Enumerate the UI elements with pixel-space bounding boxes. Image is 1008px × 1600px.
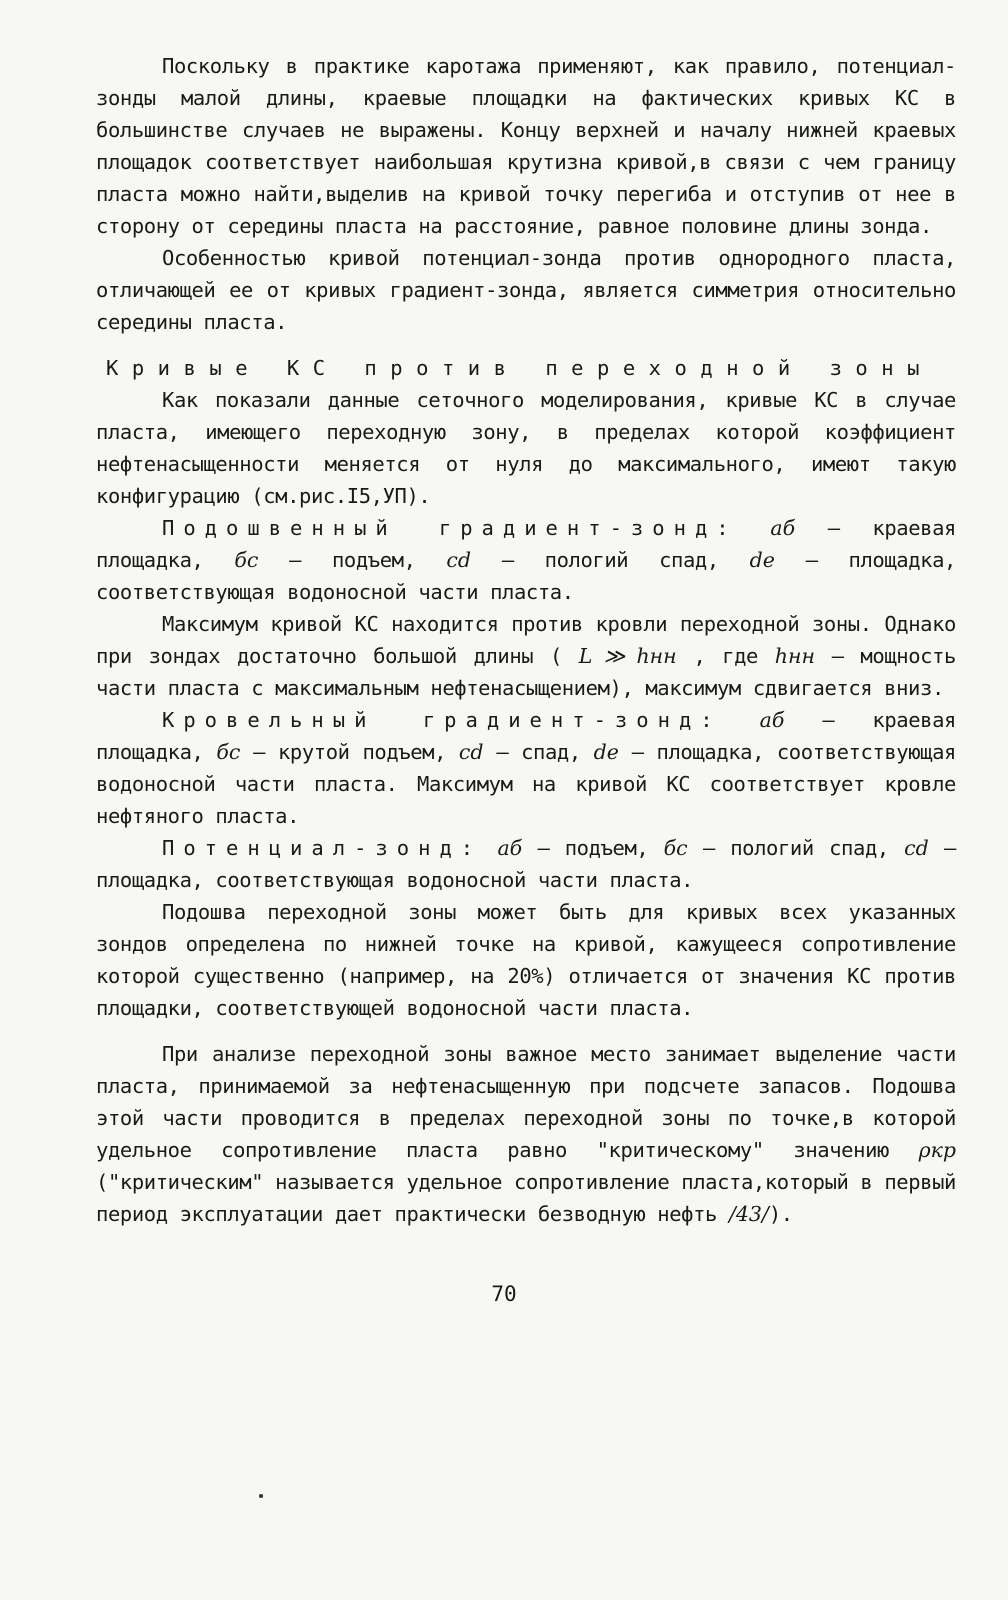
segment-text: – подъем, [258, 548, 447, 572]
paragraph-3: Как показали данные сеточного моделирования, кривые КС в случае пласта, имеющего переходную зону, в пределах которой коэффициент нефтенасыщенности меняется от нуля до максимального, имеют такую конфигурацию (см.рис.I5,УП). [96, 388, 956, 508]
term-bottom-gradient-probe: Подошвенный градиент-зонд: [162, 516, 738, 540]
segment-text: – площадка, соответствующая водоносной части пласта. [96, 836, 956, 892]
text: ("критическим" называется удельное сопротивление пласта,который в первый период эксплуатации дает практически безводную нефть [96, 1170, 956, 1226]
segment-label: de [593, 740, 619, 764]
text: , где [676, 644, 775, 668]
formula-probe-length: L ≫ hнн [578, 644, 677, 668]
section-heading: Кривые КС против переходной зоны [106, 356, 933, 380]
speck-mark [259, 1494, 263, 1498]
reference-mark: /43/ [728, 1202, 769, 1226]
segment-label: аб [770, 516, 796, 540]
segment-text: – площадка, соответствующая водоносной части пласта. [96, 548, 956, 604]
segment-text: – площадка, соответствующая водоносной части пласта. Максимум на кривой КС соответствует кровле нефтяного пласта. [96, 740, 956, 828]
page-number: 70 [491, 1282, 517, 1306]
segment-label: бс [663, 836, 688, 860]
segment-text: – пологий спад, [471, 548, 750, 572]
segment-label: аб [759, 708, 785, 732]
segment-label: cd [458, 740, 484, 764]
term-top-gradient-probe: Кровельный градиент-зонд: [162, 708, 722, 732]
formula-critical-resistivity: ρкр [918, 1138, 956, 1162]
text: ). [768, 1202, 793, 1226]
paragraph-8: Подошва переходной зоны может быть для кривых всех указанных зондов определена по нижней точке на кривой, кажущееся сопротивление которой существенно (например, на 20%) отличается от значения КС против площадки, соответствующей водоносной части пласта. [96, 900, 956, 1020]
text: – мощность части пласта с максимальным нефтенасыщением), максимум сдвигается вниз. [96, 644, 956, 700]
segment-text: – краевая площадка, [96, 708, 956, 764]
segment-text: – крутой подъем, [240, 740, 459, 764]
segment-label: аб [497, 836, 523, 860]
segment-label: cd [904, 836, 929, 860]
segment-text: – подъем, [522, 836, 664, 860]
segment-label: cd [446, 548, 471, 572]
paragraph-9 [96, 1038, 956, 1230]
segment-text: – пологий спад, [687, 836, 905, 860]
text: При анализе переходной зоны важное место занимает выделение части пласта, принимаемой за нефтенасыщенную при подсчете запасов. Подошва этой части проводится в пределах переходной зоны по точке,в которой удельное сопротивление пласта равно "критическому" значению [96, 1042, 956, 1162]
text: Максимум кривой КС находится против кровли переходной зоны. Однако при зондах достаточно большой длины ( [96, 612, 956, 668]
paragraph-maximum [96, 608, 956, 704]
segment-label: de [749, 548, 775, 572]
segment-label: бс [234, 548, 259, 572]
paragraph-2: Особенностью кривой потенциал-зонда против однородного пласта, отличающей ее от кривых градиент-зонда, является симметрия относительно середины пласта. [96, 246, 956, 334]
segment-label: бс [216, 740, 241, 764]
segment-text: – спад, [483, 740, 594, 764]
paragraph-top-gradient-probe [96, 704, 956, 832]
term-potential-probe: Потенциал-зонд: [162, 836, 483, 860]
paragraph-1: Поскольку в практике каротажа применяют, как правило, потенциал-зонды малой длины, краевые площадки на фактических кривых КС в большинстве случаев не выражены. Концу верхней и началу нижней краевых площадок соответствует наибольшая крутизна кривой,в связи с чем границу пласта можно найти,выделив на кривой точку перегиба и отступив от нее в сторону от середины пласта на расстояние, равное половине длины зонда. [96, 54, 956, 238]
formula-thickness: hнн [774, 644, 815, 668]
paragraph-potential-probe [96, 832, 956, 896]
segment-text: – краевая площадка, [96, 516, 956, 572]
paragraph-bottom-gradient-probe [96, 512, 956, 608]
page-body [96, 50, 956, 1230]
